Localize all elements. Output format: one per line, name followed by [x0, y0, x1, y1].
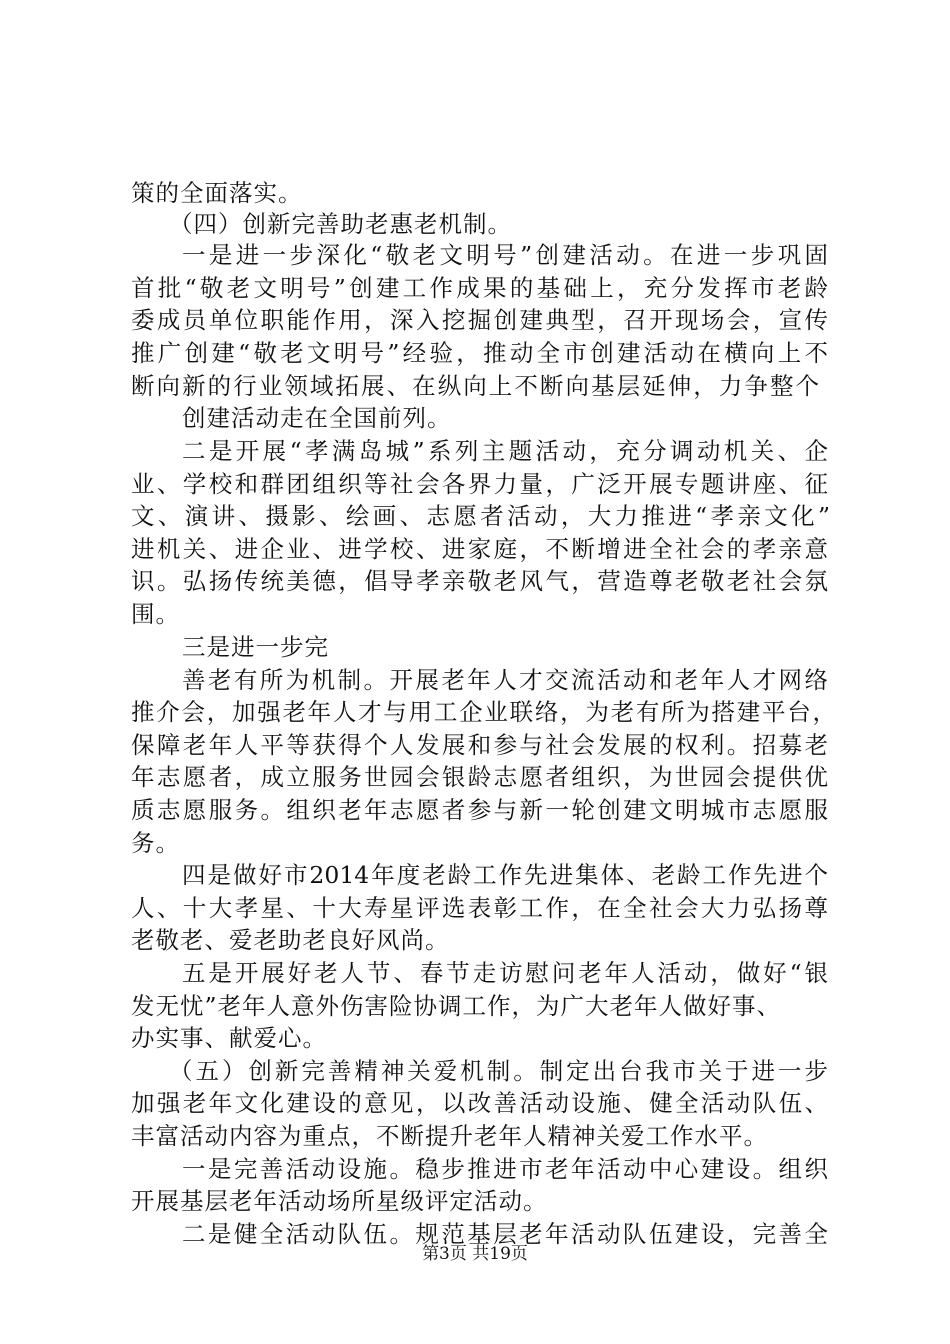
- text-line: 文、演讲、摄影、绘画、志愿者活动，大力推进“孝亲文化”: [131, 502, 830, 530]
- text-line: 创建活动走在全国前列。: [182, 404, 452, 432]
- text-line: 四是做好市2014年度老龄工作先进集体、老龄工作先进个: [182, 861, 828, 889]
- text-line: 业、学校和群团组织等社会各界力量，广泛开展专题讲座、征: [131, 470, 828, 498]
- text-line: 断向新的行业领域拓展、在纵向上不断向基层延伸，力争整个: [131, 372, 819, 400]
- section-heading: （四）创新完善助老惠老机制。: [169, 210, 512, 238]
- text-line: 丰富活动内容为重点，不断提升老年人精神关爱工作水平。: [131, 1122, 768, 1150]
- text-line: 保障老年人平等获得个人发展和参与社会发展的权利。招募老: [131, 731, 828, 759]
- section-heading: （五）创新完善精神关爱机制。制定出台我市关于进一步: [169, 1057, 828, 1085]
- text-line: 务。: [131, 829, 180, 857]
- text-line: 人、十大孝星、十大寿星评选表彰工作，在全社会大力弘扬尊: [131, 894, 828, 922]
- text-line: 推介会，加强老年人才与用工企业联络，为老有所为搭建平台，: [131, 698, 836, 726]
- text-line: 五是开展好老人节、春节走访慰问老年人活动，做好“银: [182, 959, 828, 987]
- text-line: 一是进一步深化“敬老文明号”创建活动。在进一步巩固: [182, 241, 828, 269]
- text-line: 识。弘扬传统美德，倡导孝亲敬老风气，营造尊老敬老社会氛: [131, 567, 828, 595]
- text-line: 二是开展“孝满岛城”系列主题活动，充分调动机关、企: [182, 437, 828, 465]
- text-line: 策的全面落实。: [131, 179, 303, 207]
- text-line: 老敬老、爱老助老良好风尚。: [131, 926, 450, 954]
- text-line: 办实事、献爱心。: [131, 1024, 327, 1052]
- text-line: 开展基层老年活动场所星级评定活动。: [131, 1187, 548, 1215]
- text-line: 委成员单位职能作用，深入挖掘创建典型，召开现场会，宣传: [131, 306, 828, 334]
- text-line: 围。: [131, 600, 180, 628]
- text-line: 首批“敬老文明号”创建工作成果的基础上，充分发挥市老龄: [131, 274, 828, 302]
- text-line: 质志愿服务。组织老年志愿者参与新一轮创建文明城市志愿服: [131, 796, 828, 824]
- text-line: 加强老年文化建设的意见，以改善活动设施、健全活动队伍、: [131, 1089, 828, 1117]
- text-line: 三是进一步完: [182, 633, 329, 661]
- text-line: 年志愿者，成立服务世园会银龄志愿者组织，为世园会提供优: [131, 763, 828, 791]
- text-line: 二是健全活动队伍。规范基层老年活动队伍建设，完善全: [182, 1220, 828, 1248]
- text-line: 进机关、进企业、进学校、进家庭，不断增进全社会的孝亲意: [131, 535, 828, 563]
- text-line: 推广创建“敬老文明号”经验，推动全市创建活动在横向上不: [131, 339, 828, 367]
- text-line: 一是完善活动设施。稳步推进市老年活动中心建设。组织: [182, 1155, 828, 1183]
- page-number-footer: 第3页 共19页: [422, 1244, 528, 1264]
- text-line: 善老有所为机制。开展老年人才交流活动和老年人才网络: [182, 666, 828, 694]
- text-line: 发无忧”老年人意外伤害险协调工作，为广大老年人做好事、: [131, 992, 782, 1020]
